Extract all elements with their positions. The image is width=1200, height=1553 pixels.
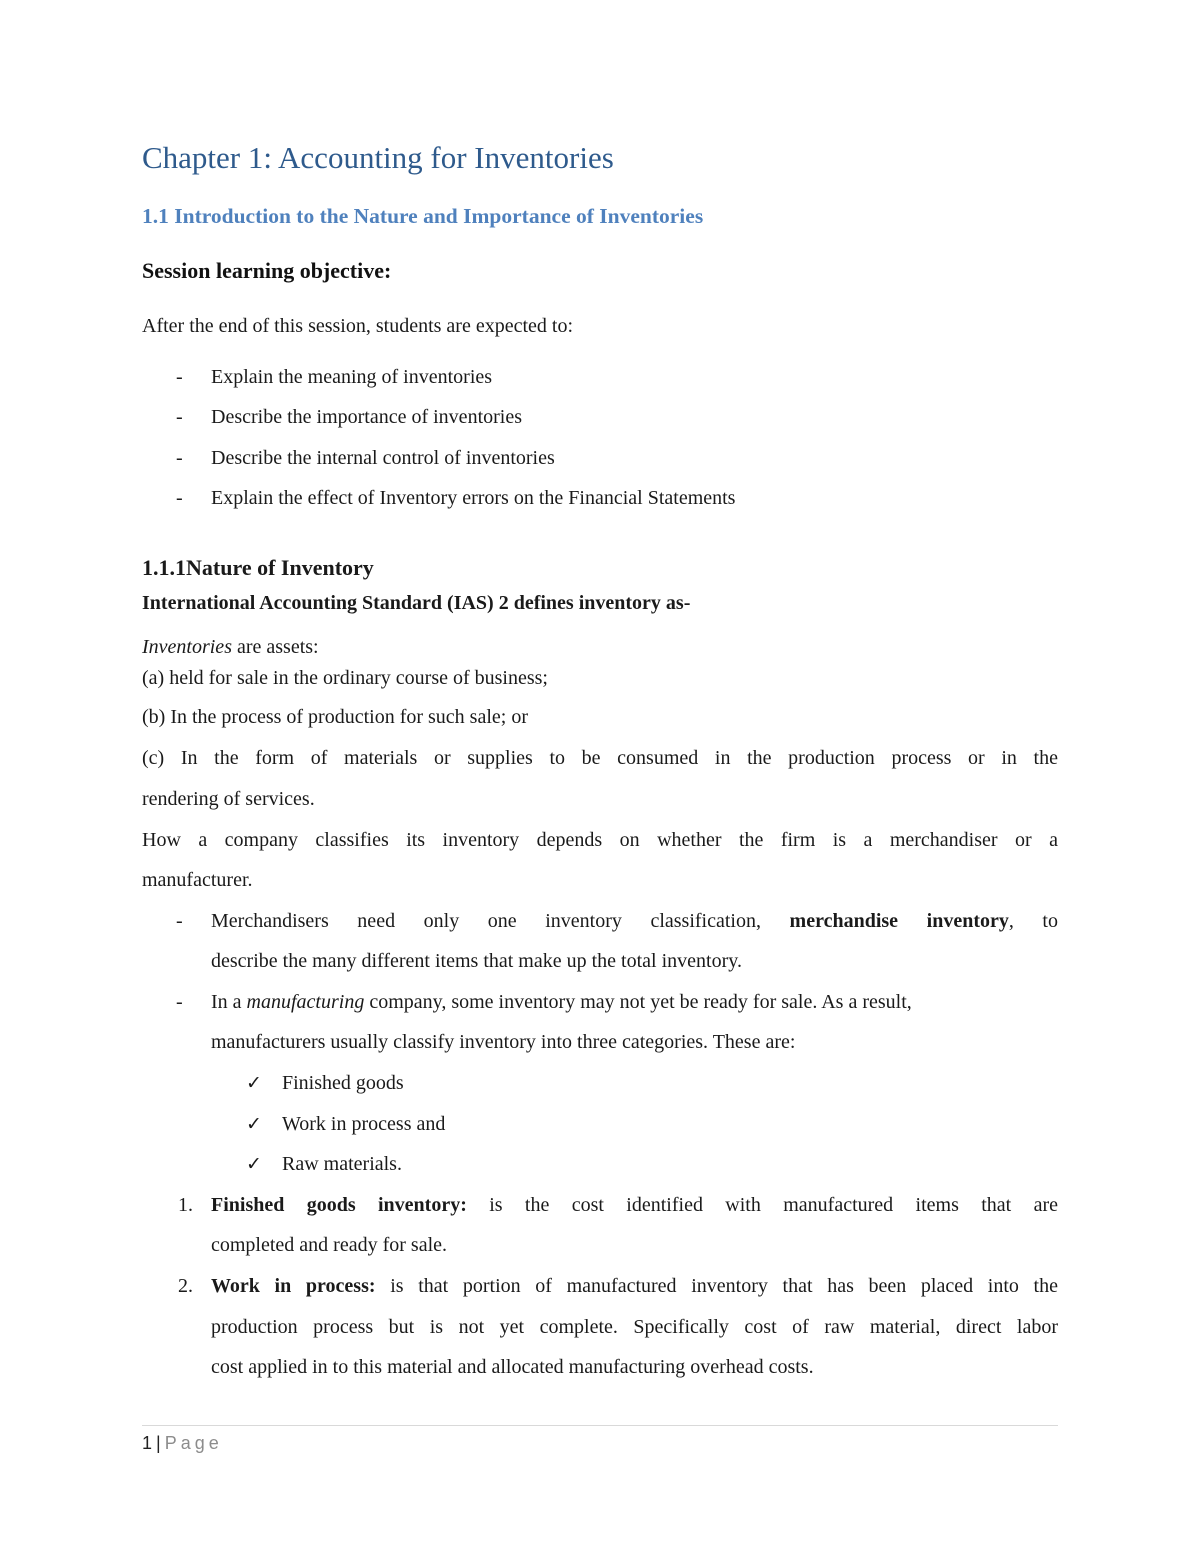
definition-rest: are assets: [231, 636, 319, 658]
classification-paragraph-cont: manufacturer. [142, 869, 253, 891]
merchandiser-line-cont: describe the many different items that make up the total inventory. [211, 950, 742, 972]
definition-item-a: (a) held for sale in the ordinary course of business; [142, 667, 548, 689]
classification-paragraph: How a company classifies its inventory depends on whether the firm is a merchandiser or a [142, 829, 1058, 851]
category-text: Finished goods [282, 1072, 404, 1094]
page-number: 1 [142, 1433, 153, 1453]
category-text: Work in process and [282, 1113, 446, 1135]
dash-bullet: - [176, 406, 183, 428]
objective-text: Explain the effect of Inventory errors on the Financial Statements [211, 487, 736, 509]
nature-heading: 1.1.1Nature of Inventory [142, 555, 374, 580]
definition-term: Inventories [142, 636, 232, 658]
objectives-intro: After the end of this session, students are expected to: [142, 315, 573, 337]
section-title: 1.1 Introduction to the Nature and Importance of Inventories [142, 204, 704, 228]
objectives-heading: Session learning objective: [142, 258, 392, 283]
wip-line-3: cost applied in to this material and allocated manufacturing overhead costs. [211, 1356, 814, 1378]
page-label: Page [164, 1433, 223, 1453]
manufacturer-line: In a manufacturing company, some inventory may not yet be ready for sale. As a result, [211, 991, 912, 1013]
ias-subheading: International Accounting Standard (IAS) 2 defines inventory as- [142, 592, 691, 614]
dash-bullet: - [176, 487, 183, 509]
footer-divider [142, 1425, 1058, 1426]
definition-item-c-cont: rendering of services. [142, 788, 315, 810]
finished-goods-line: Finished goods inventory: is the cost identified with manufactured items that are [211, 1194, 1058, 1216]
check-icon: ✓ [246, 1113, 262, 1135]
objective-text: Describe the importance of inventories [211, 406, 522, 428]
definition-item-b: (b) In the process of production for such sale; or [142, 706, 528, 728]
dash-bullet: - [176, 991, 183, 1013]
wip-line: Work in process: is that portion of manufactured inventory that has been placed into the [211, 1275, 1058, 1297]
finished-goods-line-cont: completed and ready for sale. [211, 1234, 448, 1256]
objective-text: Describe the internal control of inventories [211, 447, 555, 469]
item-number: 2. [178, 1275, 193, 1297]
check-icon: ✓ [246, 1153, 262, 1175]
objective-text: Explain the meaning of inventories [211, 366, 493, 388]
page-footer [142, 1433, 223, 1454]
dash-bullet: - [176, 366, 183, 388]
wip-line-2: production process but is not yet complete. Specifically cost of raw material, direct labor [211, 1316, 1058, 1338]
footer-separator: | [156, 1433, 161, 1453]
dash-bullet: - [176, 447, 183, 469]
manufacturer-line-cont: manufacturers usually classify inventory into three categories. These are: [211, 1031, 796, 1053]
check-icon: ✓ [246, 1072, 262, 1094]
dash-bullet: - [176, 910, 183, 932]
category-text: Raw materials. [282, 1153, 402, 1175]
merchandiser-line: Merchandisers need only one inventory classification, merchandise inventory, to [211, 910, 1058, 932]
item-number: 1. [178, 1194, 193, 1216]
chapter-title: Chapter 1: Accounting for Inventories [142, 140, 614, 175]
definition-item-c: (c) In the form of materials or supplies to be consumed in the production process or in the [142, 747, 1058, 769]
